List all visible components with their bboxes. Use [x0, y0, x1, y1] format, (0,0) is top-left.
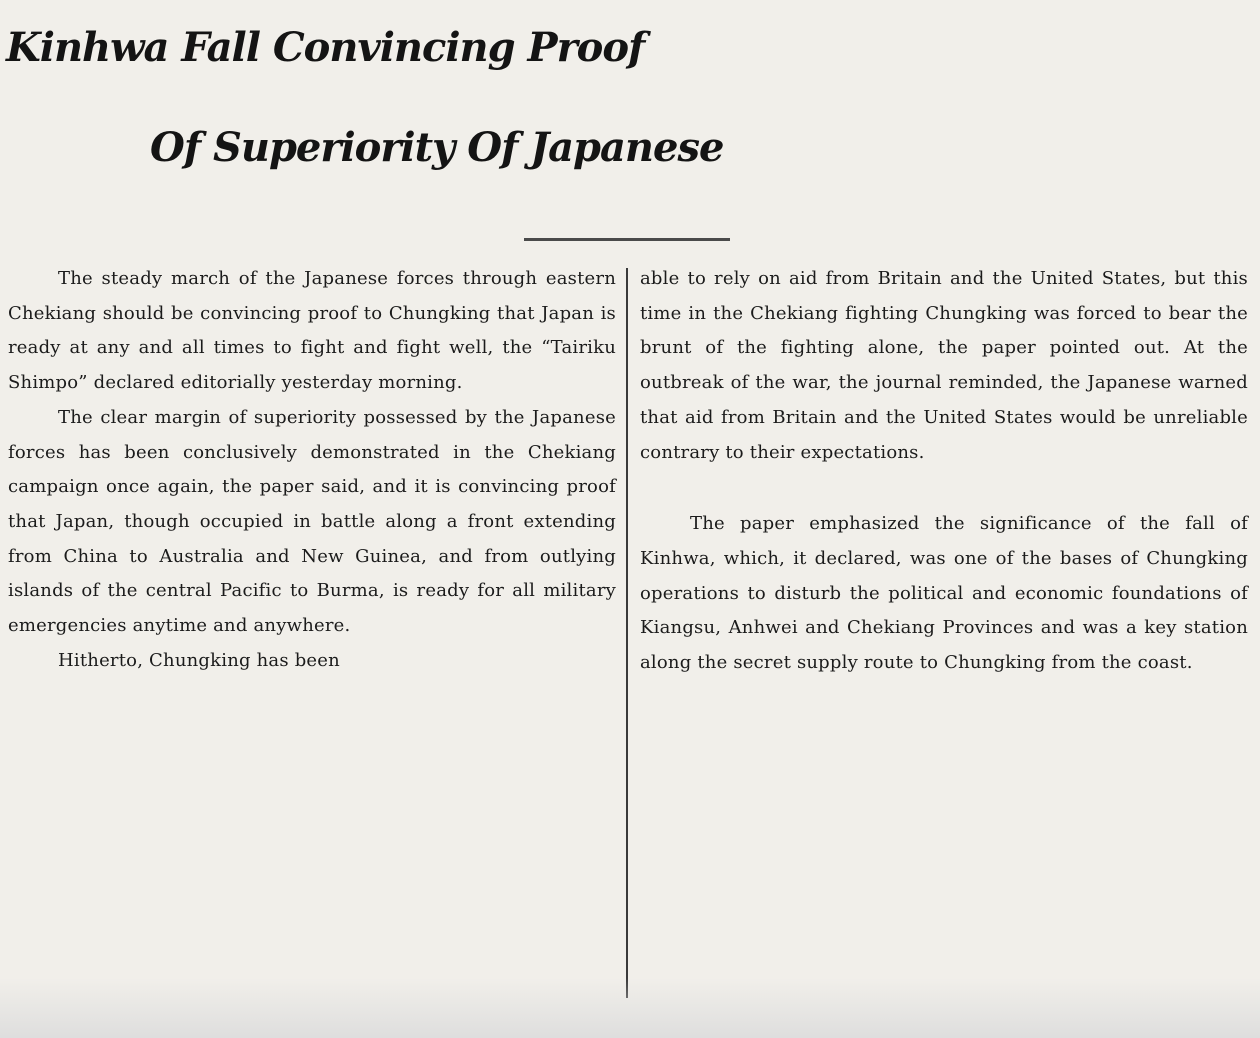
paragraph-2: The clear margin of superiority possessed by the Japanese forces has been conclusively demonstrated in the Chekiang campaign once again, the paper said, and it is convincing proof that Japan, though occupied in battle along a front extending from China to Australia and New Guinea, and from outlying islands of the central Pacific to Burma, is ready for all military emergencies anytime and anywhere. [8, 406, 616, 637]
paragraph-3-continued: able to rely on aid from Britain and the United States, but this time in the Chekiang fighting Chungking was forced to bear the brunt of the fighting alone, the paper pointed out. At the outbreak of the war, the journal reminded, the Japanese warned that aid from Britain and the United States would be unreliable contrary to their expectations. [640, 268, 1248, 463]
paragraph-3: Hitherto, Chungking has been [58, 649, 340, 671]
headline-line-1: Kinhwa Fall Convincing Proof [6, 24, 645, 71]
headline-rule [524, 238, 730, 241]
paragraph-4: The paper emphasized the significance of the fall of Kinhwa, which, it declared, was one of the bases of Chungking operations to disturb the political and economic foundations of Kiangsu, Anhwei and Chekiang Provinces and was a key station along the secret supply route to Chungking from the coast. [640, 513, 1248, 674]
column-divider [626, 268, 628, 998]
article-column-right [640, 262, 1248, 1038]
paragraph-1: The steady march of the Japanese forces through eastern Chekiang should be convincing proof to Chungking that Japan is ready at any and all times to fight and fight well, the “Tairiku Shimpo” declared editorially yesterday morning. [8, 268, 616, 394]
headline-line-2: Of Superiority Of Japanese [150, 124, 724, 171]
article-column-left [8, 262, 616, 1038]
